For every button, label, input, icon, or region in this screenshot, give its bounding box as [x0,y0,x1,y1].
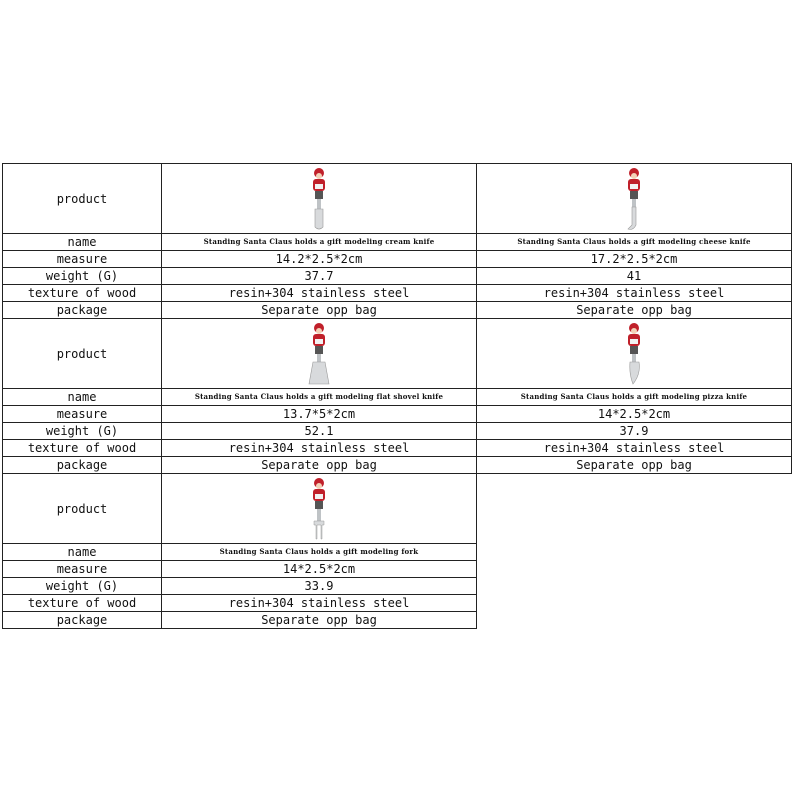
product-texture: resin+304 stainless steel [477,285,792,302]
product-texture: resin+304 stainless steel [162,595,477,612]
product-name: Standing Santa Claus holds a gift modeling fork [162,544,477,561]
product-name: Standing Santa Claus holds a gift modeling cream knife [162,234,477,251]
product-texture: resin+304 stainless steel [162,285,477,302]
product-measure: 14*2.5*2cm [162,561,477,578]
product-package: Separate opp bag [477,457,792,474]
label-package: package [3,612,162,629]
label-name: name [3,389,162,406]
product-name: Standing Santa Claus holds a gift modeling cheese knife [477,234,792,251]
product-weight: 41 [477,268,792,285]
label-measure: measure [3,406,162,423]
label-product: product [3,474,162,544]
flat-shovel-knife-icon [302,322,336,386]
label-measure: measure [3,251,162,268]
label-product: product [3,164,162,234]
label-texture: texture of wood [3,285,162,302]
label-weight: weight (G) [3,423,162,440]
label-weight: weight (G) [3,268,162,285]
label-texture: texture of wood [3,440,162,457]
product-image-pizza-knife [477,319,792,389]
product-weight: 52.1 [162,423,477,440]
product-measure: 14*2.5*2cm [477,406,792,423]
cheese-knife-icon [619,167,649,231]
product-package: Separate opp bag [162,302,477,319]
cream-knife-icon [304,167,334,231]
product-name: Standing Santa Claus holds a gift modeling pizza knife [477,389,792,406]
product-measure: 13.7*5*2cm [162,406,477,423]
product-measure: 17.2*2.5*2cm [477,251,792,268]
product-weight: 33.9 [162,578,477,595]
product-texture: resin+304 stainless steel [162,440,477,457]
product-package: Separate opp bag [162,612,477,629]
product-weight: 37.9 [477,423,792,440]
product-image-cheese-knife [477,164,792,234]
fork-icon [304,477,334,541]
product-image-flat-shovel-knife [162,319,477,389]
label-name: name [3,234,162,251]
product-package: Separate opp bag [477,302,792,319]
label-measure: measure [3,561,162,578]
product-spec-table [2,163,792,629]
product-package: Separate opp bag [162,457,477,474]
label-package: package [3,302,162,319]
product-texture: resin+304 stainless steel [477,440,792,457]
label-weight: weight (G) [3,578,162,595]
product-image-fork [162,474,477,544]
product-measure: 14.2*2.5*2cm [162,251,477,268]
pizza-knife-icon [619,322,649,386]
label-package: package [3,457,162,474]
label-product: product [3,319,162,389]
label-name: name [3,544,162,561]
product-name: Standing Santa Claus holds a gift modeling flat shovel knife [162,389,477,406]
label-texture: texture of wood [3,595,162,612]
product-weight: 37.7 [162,268,477,285]
product-image-cream-knife [162,164,477,234]
